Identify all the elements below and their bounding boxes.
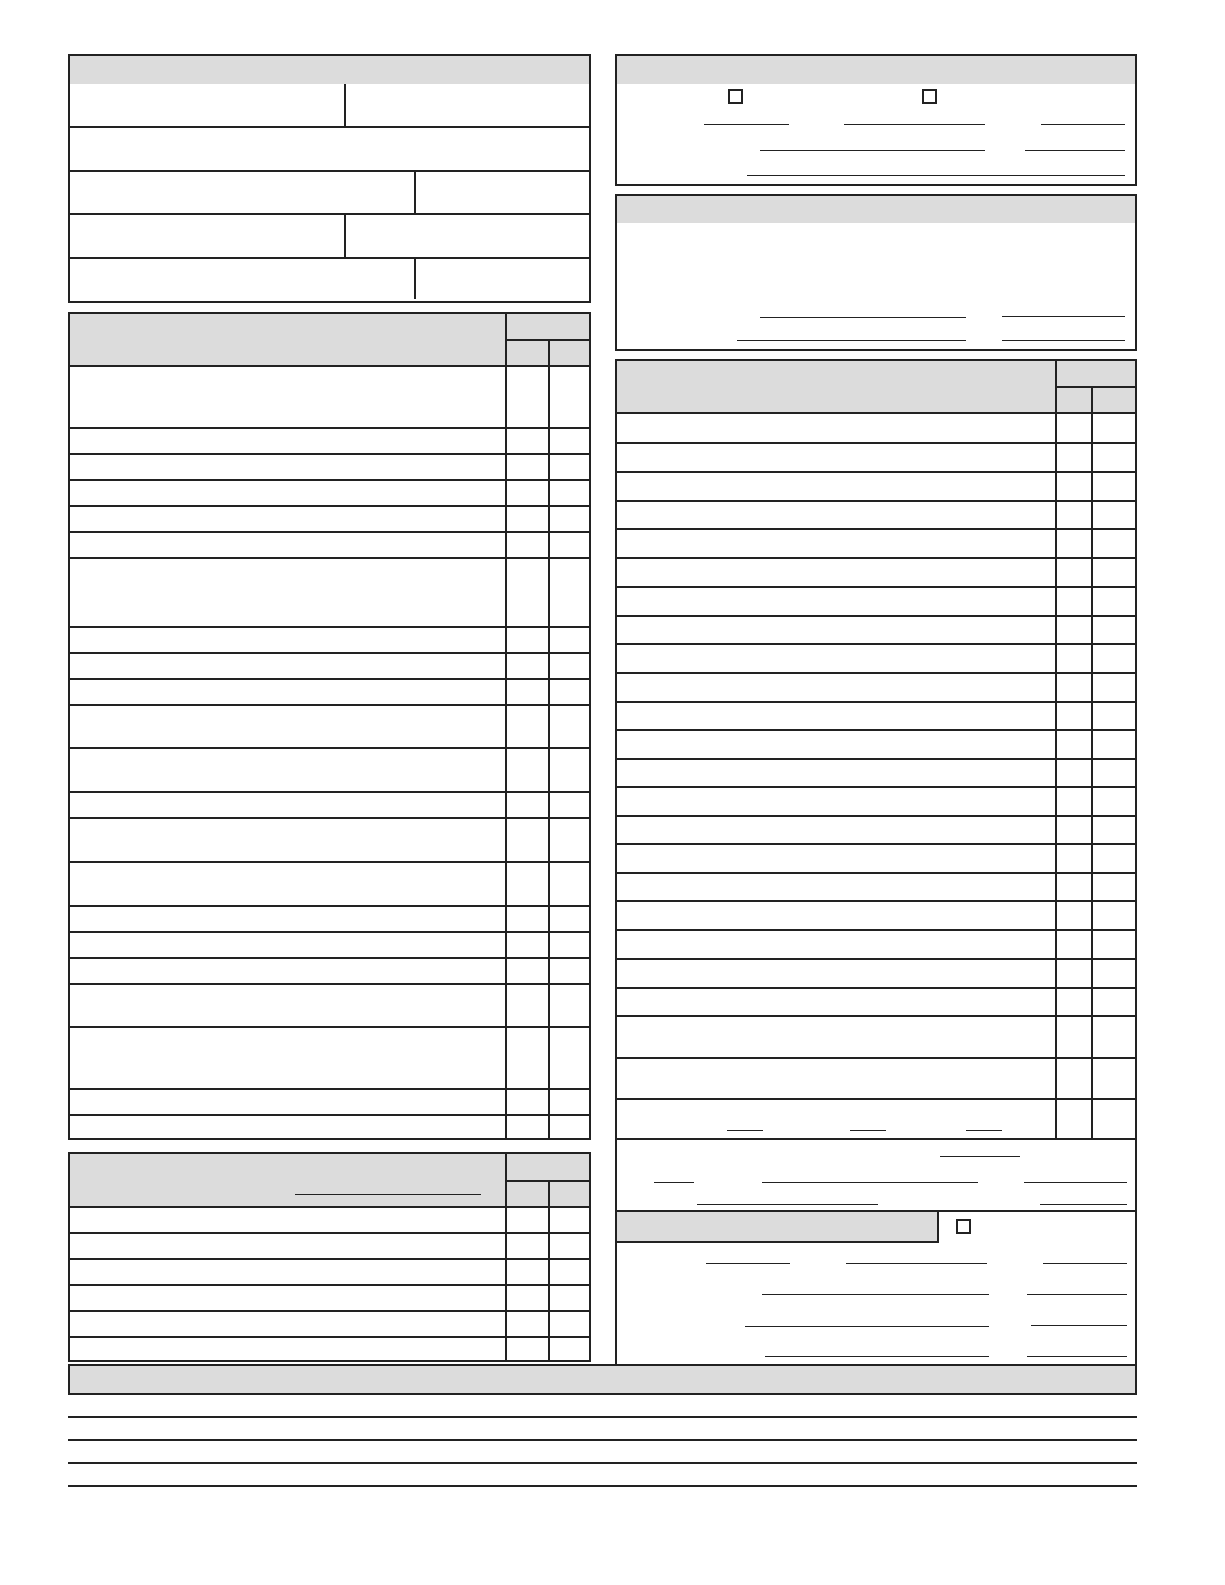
table-row-divider: [617, 729, 1135, 731]
table-row-divider: [617, 1057, 1135, 1059]
fill-line[interactable]: [1027, 1294, 1127, 1295]
table-row-divider: [70, 479, 589, 481]
table-row-divider: [70, 1114, 589, 1116]
fill-line[interactable]: [1043, 1263, 1127, 1264]
divider: [70, 257, 589, 259]
checklist-header-group: [1056, 361, 1135, 387]
checklist-header-col-a: [1056, 387, 1092, 413]
table-row-divider: [617, 1015, 1135, 1017]
divider: [505, 314, 507, 1138]
notes-line[interactable]: [68, 1439, 1137, 1441]
table-row-divider: [617, 615, 1135, 617]
table-row-divider: [70, 427, 589, 429]
checklist-header-description: [70, 314, 506, 366]
small-header-group: [506, 1154, 589, 1181]
checkbox-icon[interactable]: [956, 1219, 971, 1234]
table-row-divider: [70, 505, 589, 507]
checklist-header-group: [506, 314, 589, 340]
fill-line[interactable]: [760, 150, 985, 151]
table-row-divider: [70, 1258, 589, 1260]
field-box-5[interactable]: [415, 171, 589, 214]
right-second-section: [615, 223, 1137, 351]
table-row-divider: [617, 758, 1135, 760]
table-row-divider: [617, 786, 1135, 788]
fill-line[interactable]: [1040, 1204, 1127, 1205]
table-row-divider: [617, 471, 1135, 473]
table-row-divider: [617, 958, 1135, 960]
checklist-header-col-a: [506, 340, 549, 366]
field-box-7[interactable]: [345, 214, 589, 258]
field-box-1[interactable]: [70, 84, 345, 127]
fill-line[interactable]: [1027, 1356, 1127, 1357]
table-row-divider: [617, 1098, 1135, 1100]
table-row-divider: [70, 453, 589, 455]
table-row-divider: [70, 905, 589, 907]
checklist-header-description: [617, 361, 1056, 413]
identification-section: [68, 84, 591, 303]
table-row-divider: [70, 557, 589, 559]
small-header-description: [70, 1154, 506, 1207]
divider: [505, 1154, 507, 1360]
table-row-divider: [70, 704, 589, 706]
fill-line[interactable]: [762, 1182, 978, 1183]
fill-line[interactable]: [765, 1356, 989, 1357]
divider: [617, 412, 1135, 414]
right-top-section-header: [615, 54, 1137, 86]
table-row-divider: [617, 442, 1135, 444]
divider: [1056, 386, 1135, 388]
divider: [414, 258, 416, 299]
table-row-divider: [617, 872, 1135, 874]
fill-line[interactable]: [966, 1130, 1002, 1131]
checklist-header-col-b: [549, 340, 589, 366]
field-box-6[interactable]: [70, 214, 345, 258]
fill-line[interactable]: [850, 1130, 886, 1131]
table-row-divider: [70, 1336, 589, 1338]
checkbox-icon[interactable]: [922, 89, 937, 104]
table-row-divider: [70, 1284, 589, 1286]
divider: [344, 214, 346, 258]
divider: [344, 84, 346, 127]
notes-section-header: [68, 1364, 1137, 1395]
fill-line[interactable]: [1002, 340, 1125, 341]
fill-line[interactable]: [737, 340, 966, 341]
small-header-col-a: [506, 1181, 549, 1207]
divider: [548, 340, 550, 1138]
table-row-divider: [70, 1232, 589, 1234]
table-row-divider: [617, 500, 1135, 502]
fill-line[interactable]: [1031, 1325, 1127, 1326]
divider: [70, 170, 589, 172]
table-row-divider: [70, 747, 589, 749]
checklist-header-col-b: [1092, 387, 1135, 413]
table-row-divider: [617, 586, 1135, 588]
fill-line[interactable]: [697, 1204, 878, 1205]
table-row-divider: [70, 1310, 589, 1312]
table-row-divider: [617, 672, 1135, 674]
divider: [70, 1206, 589, 1208]
table-row-divider: [70, 626, 589, 628]
right-top-section: [615, 84, 1137, 186]
divider: [617, 1138, 1135, 1140]
fill-line[interactable]: [940, 1156, 1020, 1157]
fill-line[interactable]: [1025, 150, 1125, 151]
table-row-divider: [617, 643, 1135, 645]
right-bottom-section: [615, 1210, 1137, 1366]
table-row-divider: [70, 1088, 589, 1090]
fill-line[interactable]: [704, 124, 789, 125]
fill-line[interactable]: [747, 175, 1125, 176]
right-second-section-header: [615, 194, 1137, 225]
fill-line[interactable]: [745, 1326, 989, 1327]
table-row-divider: [617, 987, 1135, 989]
notes-line[interactable]: [68, 1485, 1137, 1487]
table-row-divider: [617, 900, 1135, 902]
checklist-table-left: [68, 312, 591, 1140]
fill-line[interactable]: [1024, 1182, 1127, 1183]
field-box-3[interactable]: [70, 127, 589, 171]
fill-line[interactable]: [1002, 316, 1125, 317]
divider: [70, 213, 589, 215]
right-bottom-section-header: [617, 1212, 939, 1243]
small-header-fill-line[interactable]: [295, 1194, 481, 1195]
divider: [1055, 361, 1057, 1138]
table-row-divider: [70, 1026, 589, 1028]
field-box-8[interactable]: [70, 258, 415, 299]
fill-line[interactable]: [727, 1130, 763, 1131]
fill-line[interactable]: [762, 1294, 989, 1295]
table-row-divider: [617, 929, 1135, 931]
notes-line[interactable]: [68, 1416, 1137, 1418]
table-row-divider: [70, 817, 589, 819]
fill-line[interactable]: [844, 124, 985, 125]
divider: [548, 1181, 550, 1360]
divider: [70, 126, 589, 128]
table-row-divider: [617, 701, 1135, 703]
table-row-divider: [70, 531, 589, 533]
table-row-divider: [70, 652, 589, 654]
checklist-table-right: [615, 359, 1137, 1212]
field-box-4[interactable]: [70, 171, 415, 214]
table-row-divider: [70, 791, 589, 793]
field-box-2[interactable]: [345, 84, 589, 127]
table-row-divider: [617, 528, 1135, 530]
fill-line[interactable]: [1041, 124, 1125, 125]
table-row-divider: [617, 843, 1135, 845]
fill-line[interactable]: [760, 317, 966, 318]
small-header-col-b: [549, 1181, 589, 1207]
checkbox-icon[interactable]: [728, 89, 743, 104]
table-row-divider: [70, 957, 589, 959]
table-row-divider: [617, 815, 1135, 817]
notes-line[interactable]: [68, 1462, 1137, 1464]
fill-line[interactable]: [706, 1263, 790, 1264]
field-box-9[interactable]: [415, 258, 589, 299]
divider: [70, 365, 589, 367]
table-row-divider: [70, 861, 589, 863]
table-row-divider: [70, 931, 589, 933]
table-row-divider: [70, 983, 589, 985]
identification-section-header: [68, 54, 591, 86]
table-row-divider: [70, 678, 589, 680]
divider: [414, 171, 416, 214]
checklist-table-left-small: [68, 1152, 591, 1362]
table-row-divider: [617, 557, 1135, 559]
fill-line[interactable]: [654, 1182, 694, 1183]
fill-line[interactable]: [846, 1263, 987, 1264]
